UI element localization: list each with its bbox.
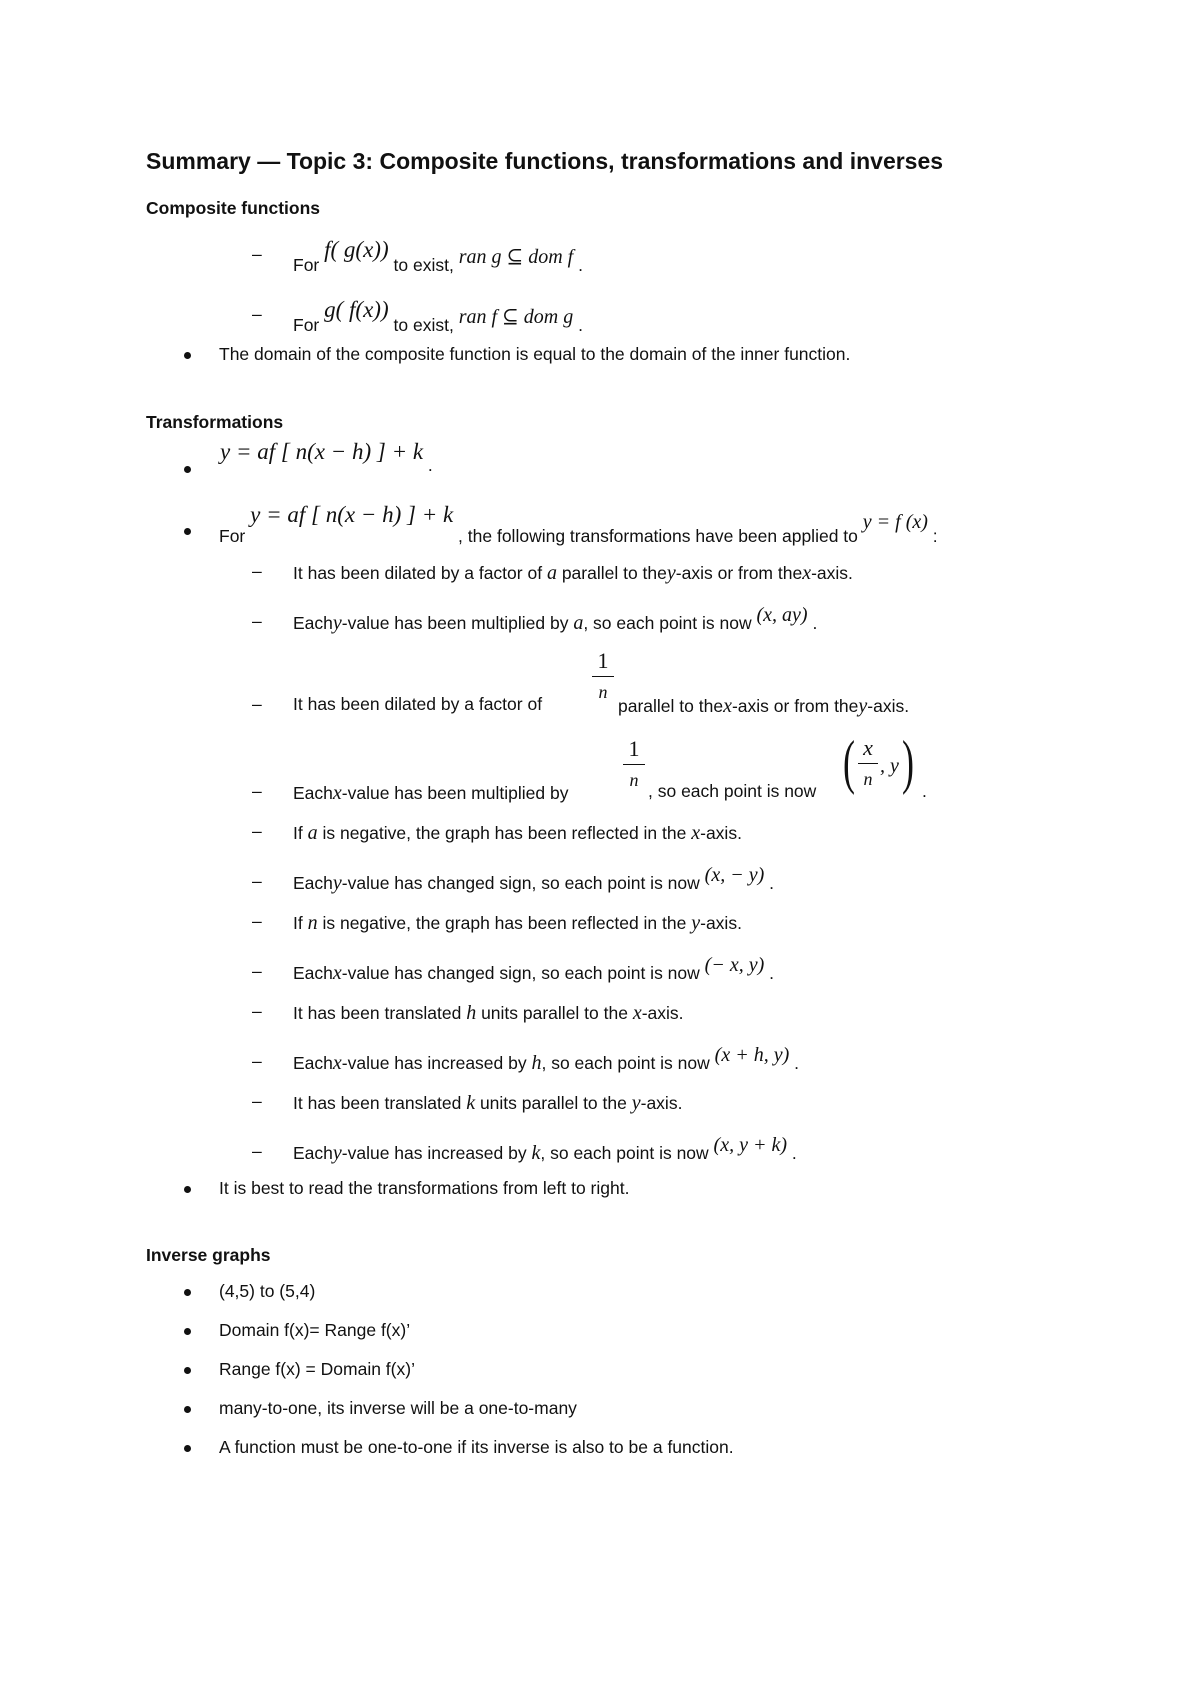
variable: n [307,912,318,934]
bullet-dot [184,1445,191,1452]
text: , the following transformations have been applied to [458,526,858,546]
math-expression: y = f (x) [862,511,928,533]
point-expression: (x + h, y) [714,1044,790,1066]
text: -axis. [867,696,910,716]
dash-marker: – [252,1141,262,1161]
bullet-dot [184,466,191,473]
item-translate-h [293,1003,684,1023]
text: . [794,1053,799,1073]
composite-condition-2 [293,298,583,335]
math-expression: y = af [ n(x − h) ] + k [220,439,424,464]
text: If [293,913,303,933]
text: -axis. [811,563,853,583]
item-y-increased [293,1135,797,1163]
fraction-bar [623,764,645,765]
text: -axis. [700,823,742,843]
text: parallel to the [561,563,667,583]
variable: x [332,782,342,804]
text: For [219,526,246,546]
dash-marker: – [252,1001,262,1021]
point-fraction-x-over-n [858,737,878,788]
math-expression: f( g(x)) [324,237,389,262]
math-expression: ran g ⊆ dom f [458,246,574,268]
variable: a [573,612,584,634]
inverse-bullet: (4,5) to (5,4) [219,1281,316,1301]
text: is negative, the graph has been reflected in the [322,823,687,843]
dash-marker: – [252,1091,262,1111]
dash-marker: – [252,244,262,264]
text: -value has been multiplied by [341,613,569,633]
text: . [578,255,583,275]
text: -value has been multiplied by [341,783,569,803]
inverse-bullet: A function must be one-to-one if its inverse is also to be a function. [219,1437,734,1457]
text: . [578,315,583,335]
inverse-bullet: Range f(x) = Domain f(x)’ [219,1359,415,1379]
bullet-dot [184,1328,191,1335]
bullet-dot [184,1289,191,1296]
text: to exist, [393,315,454,335]
variable: y [332,612,342,634]
text: It has been translated [293,1003,462,1023]
point-expression: (− x, y) [704,954,765,976]
dash-marker: – [252,871,262,891]
text: to exist, [393,255,454,275]
dash-marker: – [252,911,262,931]
text: parallel to the [618,696,724,716]
bullet-dot [184,1186,191,1193]
text: , so each point is now [583,613,752,633]
item-dilation-n [293,696,542,714]
text: Each [293,1143,333,1163]
text: . [922,781,927,801]
variable: a [307,822,318,844]
denominator: n [629,770,639,790]
variable: y [332,872,342,894]
transformations-reading-note: It is best to read the transformations from left to right. [219,1178,630,1198]
inverse-bullet: many-to-one, its inverse will be a one-to-many [219,1398,577,1418]
denominator: n [863,769,873,789]
bullet-dot [184,1406,191,1413]
text: -value has increased by [341,1143,527,1163]
variable: x [332,1052,342,1074]
math-expression: , y [880,755,899,777]
fraction-bar [592,676,614,677]
text: -value has increased by [341,1053,527,1073]
text: -axis or from the [675,563,803,583]
bullet-dot [184,1367,191,1374]
numerator: x [863,735,873,760]
dash-marker: – [252,961,262,981]
item-dilation-a [293,563,853,583]
text: . [769,963,774,983]
variable: y [666,562,676,584]
text: If [293,823,303,843]
variable: x [691,822,701,844]
text: It has been dilated by a factor of [293,563,543,583]
composite-condition-1 [293,238,583,275]
text: . [791,1143,797,1163]
variable: k [466,1092,476,1114]
text: Each [293,963,333,983]
variable: y [332,1142,342,1164]
item-x-multiplied-rest [648,783,816,801]
dash-marker: – [252,821,262,841]
text: -value has changed sign, so each point is now [341,963,700,983]
item-translate-k [293,1093,682,1113]
text: units parallel to the [479,1093,627,1113]
page-title: Summary — Topic 3: Composite functions, transformations and inverses [146,148,944,174]
text: For [293,255,320,275]
variable: h [531,1052,542,1074]
variable: a [546,562,557,584]
variable: x [802,562,812,584]
variable: x [332,962,342,984]
point-expression: (x, − y) [704,864,765,886]
text: : [932,526,938,546]
bullet-dot [184,352,191,359]
variable: k [531,1142,541,1164]
math-expression: y = af [ n(x − h) ] + k [250,502,454,527]
inverse-bullet: Domain f(x)= Range f(x)’ [219,1320,411,1340]
numerator: 1 [597,648,609,673]
text: Each [293,1053,333,1073]
fraction-bar [858,763,878,764]
point-expression: (x, y + k) [713,1134,787,1156]
text: , so each point is now [541,1053,710,1073]
text: -axis or from the [731,696,859,716]
transformation-formula [220,440,433,475]
math-expression: g( f(x)) [324,297,389,322]
text: Each [293,783,333,803]
right-parenthesis: ) [902,729,914,795]
fraction-one-over-n [623,738,645,789]
dash-marker: – [252,694,262,714]
composite-domain-note: The domain of the composite function is equal to the domain of the inner function. [219,344,851,364]
text: -axis. [640,1093,683,1113]
item-x-multiplied [293,783,568,803]
dash-marker: – [252,611,262,631]
item-x-increased [293,1045,799,1073]
left-parenthesis: ( [843,729,855,795]
bullet-dot [184,528,191,535]
text: -axis. [700,913,742,933]
dash-marker: – [252,781,262,801]
section-heading-transformations: Transformations [146,412,284,432]
text: Each [293,613,333,633]
math-expression: ran f ⊆ dom g [458,306,574,328]
variable: y [691,912,701,934]
point-y-part [880,756,899,776]
text: It has been translated [293,1093,462,1113]
point-expression: (x, ay) [756,604,808,626]
section-heading-inverse: Inverse graphs [146,1245,271,1265]
dash-marker: – [252,561,262,581]
dash-marker: – [252,304,262,324]
item-reflect-a [293,823,742,843]
variable: y [858,695,868,717]
denominator: n [598,682,608,702]
text: -value has changed sign, so each point is now [341,873,700,893]
numerator: 1 [628,736,640,761]
text: , so each point is now [540,1143,709,1163]
variable: h [466,1002,477,1024]
item-y-sign [293,865,774,893]
variable: x [723,695,732,717]
item-y-multiplied [293,605,817,633]
text: Each [293,873,333,893]
transformation-intro [219,503,938,546]
item-reflect-n [293,913,742,933]
text: , so each point is now [648,781,817,801]
text: . [812,613,818,633]
text: . [769,873,774,893]
item-dilation-n-rest [618,696,909,716]
text: units parallel to the [481,1003,628,1023]
text: -axis. [641,1003,684,1023]
text: . [427,455,433,475]
text: It has been dilated by a factor of [293,694,543,714]
variable: x [632,1002,642,1024]
fraction-one-over-n [592,650,614,701]
variable: y [631,1092,641,1114]
item-x-sign [293,955,774,983]
text: is negative, the graph has been reflected in the [322,913,687,933]
text: For [293,315,320,335]
section-heading-composite: Composite functions [146,198,321,218]
dash-marker: – [252,1051,262,1071]
